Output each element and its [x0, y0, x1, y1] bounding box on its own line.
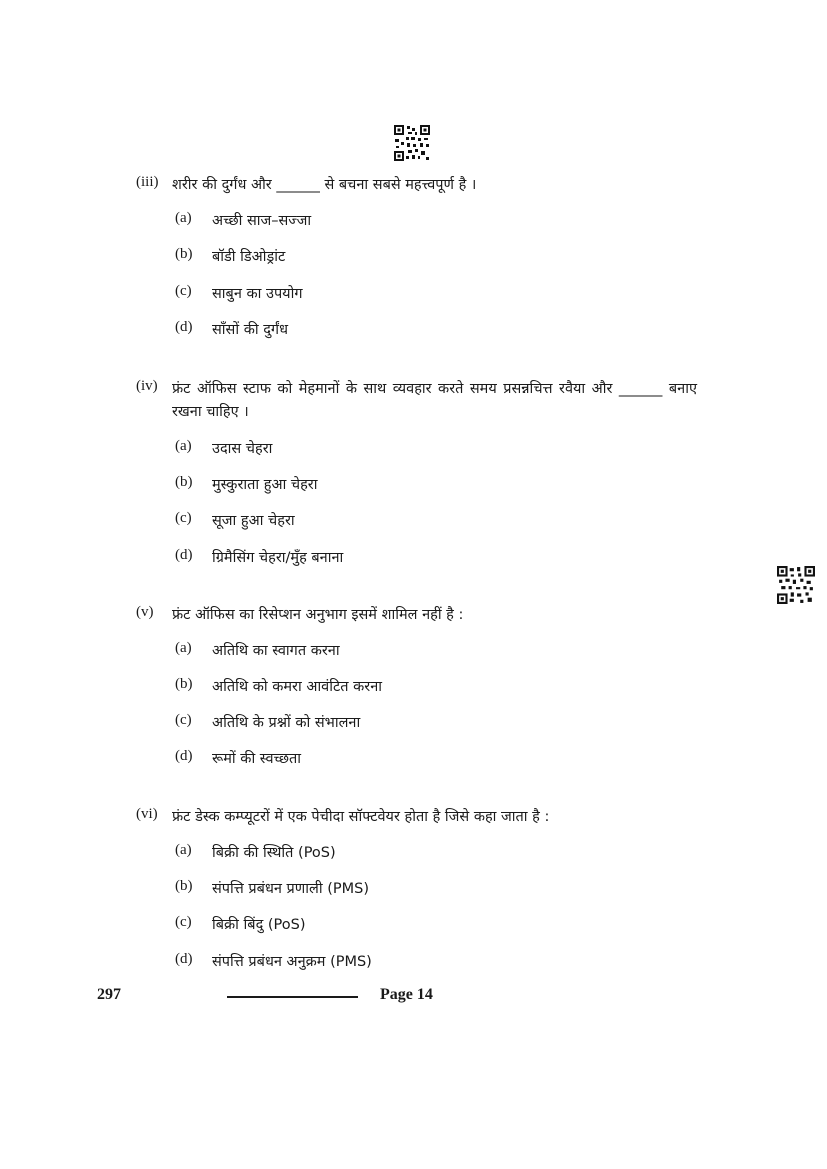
option-letter: (d) — [175, 951, 193, 967]
option-v-c — [0, 712, 827, 736]
option-letter: (d) — [175, 748, 193, 764]
option-letter: (b) — [175, 474, 193, 490]
option-iii-a — [0, 210, 827, 234]
option-v-b — [0, 676, 827, 700]
option-text: बिक्री की स्थिति (PoS) — [212, 845, 336, 861]
question-number: (vi) — [136, 806, 158, 822]
option-text: अच्छी साज–सज्जा — [212, 213, 312, 229]
question-number: (v) — [136, 604, 154, 620]
option-vi-d — [0, 951, 827, 975]
option-text: साँसों की दुर्गंध — [212, 322, 289, 338]
option-text: अतिथि का स्वागत करना — [212, 643, 340, 659]
question-text: फ्रंट डेस्क कम्प्यूटरों में एक पेचीदा सॉफ्टवेयर होता है जिसे कहा जाता है : — [172, 809, 550, 825]
option-letter: (b) — [175, 878, 193, 894]
option-letter: (c) — [175, 283, 192, 299]
option-text: बॉडी डिओड्रांट — [212, 249, 286, 265]
option-letter: (a) — [175, 640, 192, 656]
question-text: फ्रंट ऑफिस स्टाफ को मेहमानों के साथ व्यवहार करते समय प्रसन्नचित्त रवैया और ______ बनाए रखना चाहिए । — [172, 381, 697, 420]
option-text: संपत्ति प्रबंधन अनुक्रम (PMS) — [212, 954, 372, 970]
option-vi-b — [0, 878, 827, 902]
option-v-d — [0, 748, 827, 772]
question-v — [0, 604, 827, 628]
option-letter: (a) — [175, 438, 192, 454]
option-letter: (c) — [175, 510, 192, 526]
option-v-a — [0, 640, 827, 664]
question-iii — [0, 174, 827, 198]
option-text: ग्रिमैसिंग चेहरा/मुँह बनाना — [212, 550, 344, 566]
question-number: (iv) — [136, 378, 158, 394]
question-text: फ्रंट ऑफिस का रिसेप्शन अनुभाग इसमें शामिल नहीं है : — [172, 607, 464, 623]
option-text: उदास चेहरा — [212, 441, 273, 457]
option-iii-c — [0, 283, 827, 307]
option-letter: (b) — [175, 246, 193, 262]
option-letter: (c) — [175, 914, 192, 930]
question-vi — [0, 806, 827, 830]
option-letter: (a) — [175, 842, 192, 858]
qr-code-top — [394, 125, 430, 161]
question-text: शरीर की दुर्गंध और ______ से बचना सबसे महत्त्वपूर्ण है । — [172, 177, 477, 193]
option-letter: (d) — [175, 319, 193, 335]
option-iv-b — [0, 474, 827, 498]
page-number: Page 14 — [380, 986, 433, 1003]
option-text: मुस्कुराता हुआ चेहरा — [212, 477, 318, 493]
option-text: अतिथि को कमरा आवंटित करना — [212, 679, 383, 695]
question-number: (iii) — [136, 174, 159, 190]
option-iv-a — [0, 438, 827, 462]
option-text: संपत्ति प्रबंधन प्रणाली (PMS) — [212, 881, 369, 897]
option-text: बिक्री बिंदु (PoS) — [212, 917, 306, 933]
option-iii-b — [0, 246, 827, 270]
option-letter: (d) — [175, 547, 193, 563]
option-text: रूमों की स्वच्छता — [212, 751, 302, 767]
option-vi-c — [0, 914, 827, 938]
option-text: साबुन का उपयोग — [212, 286, 303, 302]
question-iv — [0, 378, 827, 426]
option-text: सूजा हुआ चेहरा — [212, 513, 295, 529]
option-letter: (c) — [175, 712, 192, 728]
option-iv-c — [0, 510, 827, 534]
qr-code-side — [777, 566, 815, 604]
footer-divider — [227, 996, 358, 998]
option-iii-d — [0, 319, 827, 343]
option-vi-a — [0, 842, 827, 866]
option-iv-d — [0, 547, 827, 571]
paper-code: 297 — [97, 986, 121, 1003]
option-text: अतिथि के प्रश्नों को संभालना — [212, 715, 361, 731]
option-letter: (a) — [175, 210, 192, 226]
option-letter: (b) — [175, 676, 193, 692]
